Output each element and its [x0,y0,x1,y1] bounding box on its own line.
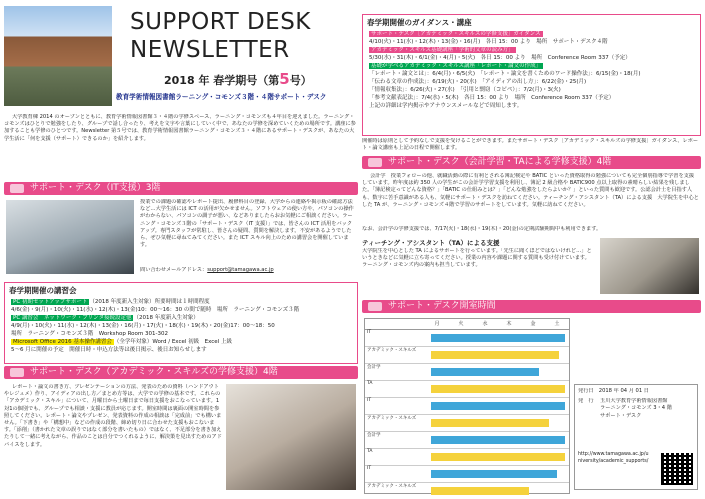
guidance-row [366,30,697,38]
schedule-section [362,300,701,494]
account-text: 会計学 授業フォローの他、就職活動の際に有利とされる簿記検定や BATIC といった資格取得の勉強についても完全個別指導で学習を支援しています。昨年度は約 350 人の学生がこの会計学学習支援を利用し、簿記 2 級合格や BATIC900 点以上取得の素晴らしい結果を残しました。「簿記検定ってどんな資格？」「BATIC の仕組みとは？」「どんな勉強をしたらよいか？」といった質問も歓迎です。公認会計士を目指す人も、数字に苦手意識がある人も、気軽にサポート・デスクを訪ねてください。ティーチング・アシスタント（TA）による支援 大学院生を中心とした TA が、ラーニング・コモンズ４階で学習のサポートをしています。気軽に訪ねてください。 [362,173,699,208]
colophon-date-line [578,388,694,395]
schedule-bar [431,487,529,495]
section-it-support [4,182,358,280]
masthead [4,4,358,108]
newsletter-title-2: NEWSLETTER [130,37,290,63]
guidance-list [363,30,700,110]
schedule-row-label: IT [367,466,372,471]
schedule-row-label: TA [367,381,373,386]
schedule-bar [431,470,557,478]
account-date-line: なお、会計学の学修支援では、7/17(火)・18(水)・19(木)・20(金)の定期試験期間中も利用できます。 [362,226,602,232]
newsletter-title-1: SUPPORT DESK [130,9,311,35]
schedule-bar [431,368,539,376]
schedule-row [365,381,569,398]
it-contact-email[interactable]: support@tamagawa.ac.jp [207,267,274,273]
lessons-box [4,282,358,364]
lesson-note: （2018 年度新入生対象）所要時間は１時間程度 [89,299,210,305]
issue-number: 5 [279,70,290,88]
guidance-note: 「レポート・論文とは」：6/4(月)・6/5(火) 「レポート・論文を書くためのワード操作法」：6/15(金)・18(月) [369,71,641,77]
guidance-row [366,86,697,94]
issue-suffix: 号） [289,74,312,87]
schedule-bar [431,385,565,393]
corner-cell [365,319,425,329]
schedule-row-label: IT [367,330,372,335]
schedule-row [365,449,569,466]
day-cell: 水 [482,321,488,327]
schedule-bar [431,453,565,461]
colophon-date-label: 発行日 [578,388,594,394]
lesson-note: （2018 年度新入生対象） [133,315,199,321]
lesson-tag: Microsoft Office 2016 基本操作講習会 [13,339,112,345]
guidance-note: 「情報収集法」：6/26(火)・27(水) 「引用と剽窃（コピペ）」：7/2(月)・3(火) [369,87,561,93]
schedule-row [365,483,569,499]
schedule-row-label: TA [367,449,373,454]
lesson-row [8,314,354,322]
lesson-row [8,330,354,338]
schedule-bar [431,436,565,444]
schedule-heading: サポート・デスク開室時間 [362,300,701,313]
guidance-row [366,78,697,86]
schedule-row-label: IT [367,398,372,403]
lessons-list [5,298,357,354]
guidance-row [366,94,697,102]
schedule-bar [431,334,565,342]
schedule-rows [365,330,569,499]
lesson-tag: PC 講習会 ネットワーク・プリンタ接続設定他 [13,315,132,321]
guidance-row [366,54,697,62]
schedule-row-label: アカデミック・スキルズ [367,416,417,421]
guidance-footnote: 開催時は原則として予約なしで支援を受けることができます。またサポート・デスク［アカデミック・スキルズの学修支援］ガイダンス、レポート・論文講座も上記の日程で開催します。 [362,138,699,152]
writing-photo [226,384,356,490]
lesson-note: 4/6(金)・9(月)・10(火)・11(水)・12(木)・13(金)10：00～16：30 の間で随時 場所 ラーニング・コモンズ３階 [11,307,300,313]
schedule-row-label: アカデミック・スキルズ [367,348,417,353]
colophon-publisher-label: 発 行 [578,398,594,405]
ta-title: ティーチング・アシスタント（TA）による支援 [362,239,500,247]
guidance-tag: サポート・デスク［アカデミック・スキルズの学修支援］ガイダンス [371,31,541,37]
colophon-publisher: 玉川大学教育学術情報図書館 ラーニング・コモンズ 3・4 階 サポート・デスク [600,398,672,419]
day-cell: 土 [554,321,560,327]
right-column [362,4,701,494]
schedule-row [365,347,569,364]
schedule-row [365,415,569,432]
schedule-row-label: 会計学 [367,365,381,370]
it-desk-photo [6,200,134,274]
section-account-heading: サポート・デスク（会計学習・TAによる学修支援）4階 [362,156,701,169]
schedule-bar [431,419,549,427]
section-writing-heading: サポート・デスク（アカデミック・スキルズの学修支援）4階 [4,366,358,379]
guidance-note: 4/10(火)・11(水)・12(木)・13(金)・16(月) 各日 15：00 より 場所 サポート・デスク４階 [369,39,608,45]
guidance-note: 「参考文献表記法」：7/4(水)・5(木) 各日 15：00 より 場所 Conference Room 337（予定） [369,95,615,101]
guidance-row [366,102,697,110]
guidance-note: 上記の詳細は学内掲示やアナウンスメールなどで周知します。 [369,103,523,109]
guidance-note: 「伝わる文章の作成法」：6/19(火)・20(水) 「アイディアの出し方」：6/22(金)・25(月) [369,79,587,85]
guidance-heading: 春学期開催のガイダンス・講座 [367,18,472,27]
it-support-text: 授業での課題の確認やレポート提出、履修科目の登録、大学からの連絡や掲示板の確認方法など…大学生活には ICT の活用が欠かせません。ソフトウェアの使い方や、パソコンの操作がわからない、パソコンの調子が悪い、などありましたらおお気軽にご相談ください。ラーニング・コモンズ３階の「サポート・デスク（IT 支援）」では、皆さんの ICT 活用をバックアップ。専門スタッフが常駐し、皆さんの疑問、質問を解決します。不安があるようでしたら、ぜひ気軽に尋ねてみてください。また ICT スキル向上のための講習会を開催しています。 [140,199,354,249]
colophon-date: 2018 年 04 月 01 日 [598,388,649,394]
lesson-note: （全学年対象）Word / Excel 初級 Excel 上級 [113,339,232,345]
lessons-heading: 春学期開催の講習会 [9,286,77,295]
lesson-note: 場所 ラーニング・コモンズ３階 Workshop Room 301-302 [11,331,168,337]
schedule-row [365,330,569,347]
lesson-row [8,298,354,306]
ta-text: 大学院生を中心とした TA によるサポートを行っています。「先生に聞くほどではないけれど…」というときなどに気軽に立ち寄ってください。授業の内容や課題に関する質問も受け付けています。ラーニング・コモンズ内の案内も担当しています。 [362,248,592,269]
day-cell: 金 [530,321,536,327]
guidance-tag: アカデミック・スキルズ基礎講座「学術的文章の読み方」 [371,47,514,53]
guidance-row [366,38,697,46]
writing-text: レポート・論文の書き方、プレゼンテーションの方法、発表のための資料（ハンドアウトやレジュメ）作り、アイディアの出し方／まとめ方等は、大学での学修の基本です。これらの「アカデミック・スキル」について、月曜日から土曜日まで毎日支援をおこなっています。1対1の個別でも、グループでも相談・支援に教員が応じます。開室時間は裏面の開室時間を参照してください。レポート・論文やプレゼン、発表資料の作成の相談は「完成前」でも構いません。「下書き」や「構想中」などの作成の段階、締め切り日に合わせた支援もおこないます。「添削」（書かれた文章の誤りではなく部分を書いたもの）ではなく、不足部分を書き加えたりして一緒に考えながら、作品のことは自分でつくれるように、解決策を見出すためのアドバイスをします。 [4,384,222,448]
guidance-note: 5/30(水)・31(木)・6/1(金)・4(月)・5(火) 各日 15：00 より 場所 Conference Room 337（予定） [369,55,631,61]
ta-photo [600,238,699,294]
masthead-subtitle: 教育学術情報図書館ラーニング・コモンズ３階・４階サポート・デスク [116,93,327,101]
schedule-row [365,364,569,381]
lesson-tag: PC 初期セットアップサポート [13,299,88,305]
day-cell: 木 [506,321,512,327]
schedule-row-label: 会計学 [367,433,381,438]
section-it-heading: サポート・デスク（IT支援）3階 [4,182,358,195]
schedule-header-row [365,319,569,330]
schedule-bar [431,402,565,410]
section-writing-left [4,366,358,494]
schedule-row-label: アカデミック・スキルズ [367,484,417,489]
it-contact-label: 問い合わせメールアドレス： [140,267,208,273]
intro-text: 大学教育棟 2014 のオープンとともに、教育学術情報図書館３・４階の学修スペース、ラーニング・コモンズも４年目を迎えました。ラーニング・コモンズはひとりで勉強をしたり、グループで話し合ったり、考えを文字や言葉にしていく中で、あなたの学修を深めていくための場所です。講座に参加することも学修のひとつです。Newsletter 第５号では、教育学術情報図書館ラーニング・コモンズ３・４階にあるサポート・デスクが、あなたの大学生活に「何を支援（サポート）できるのか」を紹介します。 [4,114,356,142]
it-contact [140,267,356,274]
schedule-bar [431,351,559,359]
left-column [4,4,358,494]
guidance-box [362,14,701,136]
guidance-tag: 基礎が学べるアカデミック・スキルズ講座「レポート・論文の作成」 [371,63,542,69]
lesson-note: 4/9(月)・10(火)・11(水)・12(木)・13(金)・16(月)・17(火)・18(水)・19(木)・20(金)17：00～18：50 [11,323,275,329]
schedule-row [365,398,569,415]
section-account [362,156,701,296]
lesson-note: 5～6 月に開催の予定 開催日時・申込方法等は後日掲示、後日お知らせします [11,347,207,353]
lesson-row [8,338,354,346]
day-cell: 火 [458,321,464,327]
guidance-row [366,70,697,78]
guidance-row [366,46,697,54]
schedule-row [365,466,569,483]
colophon [574,384,698,490]
colophon-publisher-line [578,398,694,420]
day-cell: 月 [434,321,440,327]
schedule-row [365,432,569,449]
colophon-url[interactable]: http://www.tamagawa.ac.jp/university/academic_supports/ [578,452,649,464]
issue-prefix: 2018 年 春学期号（第 [164,74,280,87]
guidance-row [366,62,697,70]
lesson-row [8,322,354,330]
lesson-row [8,346,354,354]
issue-line [164,70,312,88]
lesson-row [8,306,354,314]
qr-code [661,453,693,485]
building-photo [4,6,112,106]
schedule-table [364,318,570,494]
